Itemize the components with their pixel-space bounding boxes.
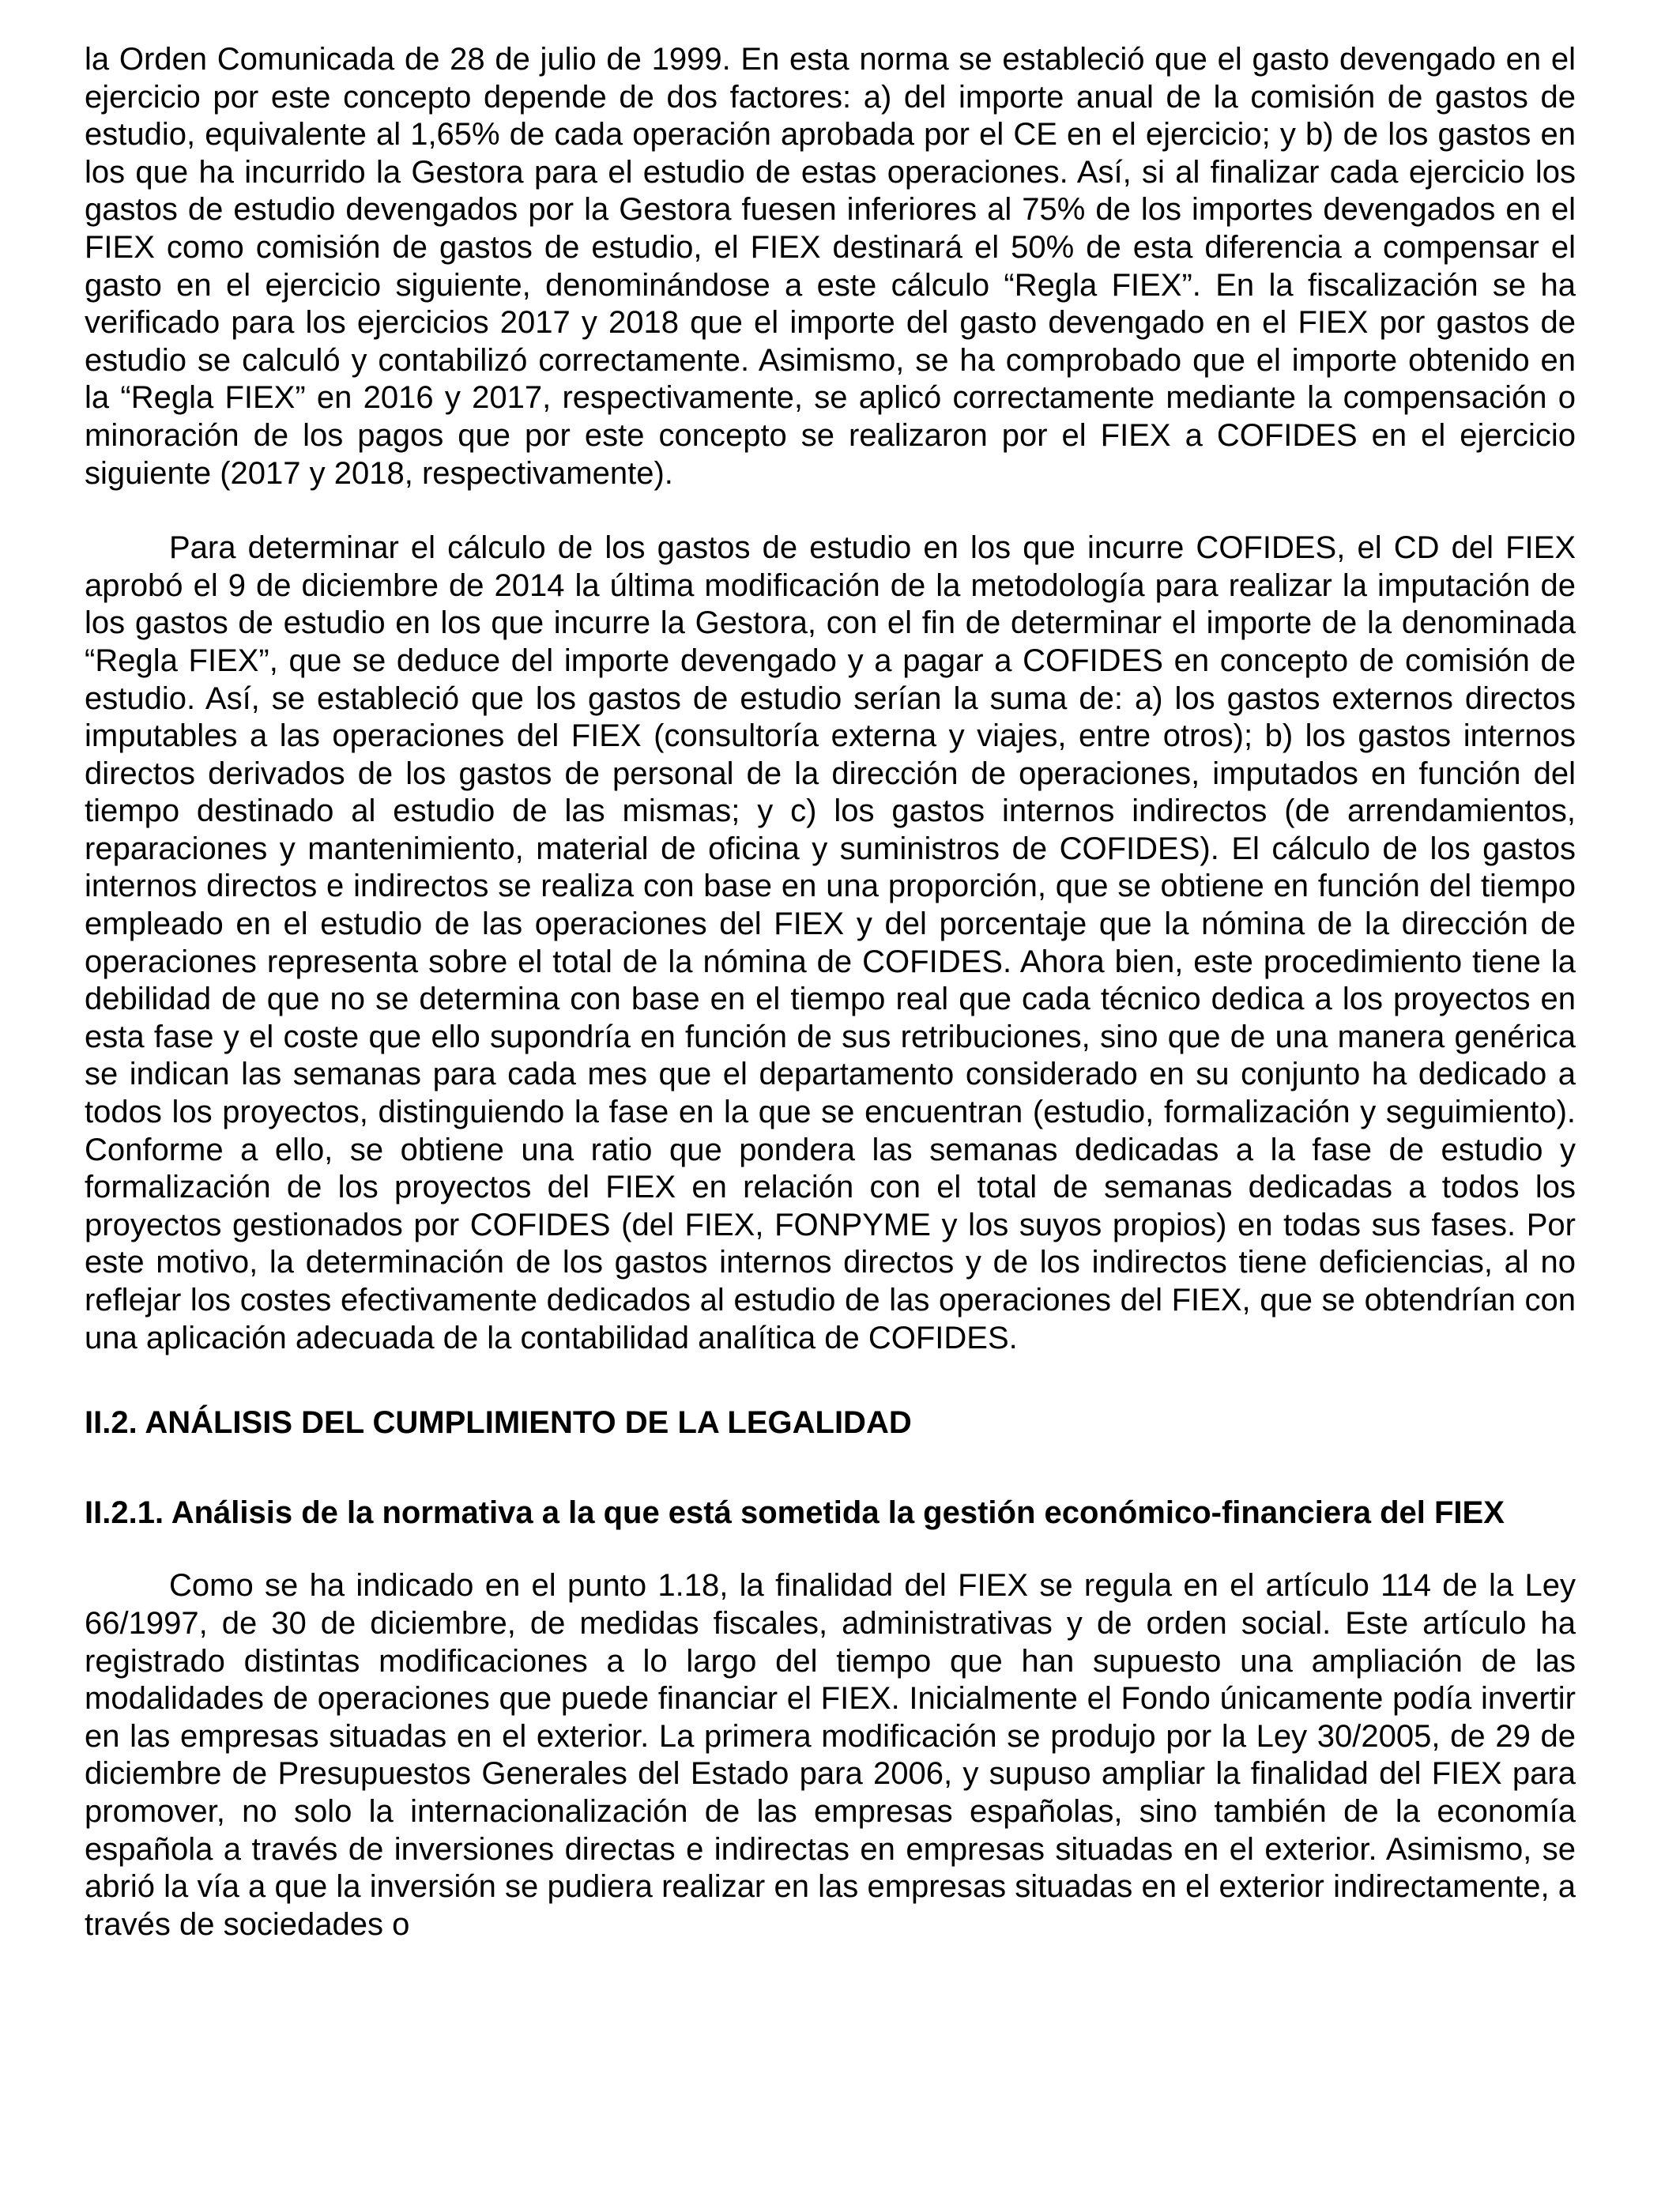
paragraph-finalidad-fiex: Como se ha indicado en el punto 1.18, la finalidad del FIEX se regula en el artículo 114 de la Ley 66/1997, de 30 de diciembre, de medidas fiscales, administrativas y de orden social. Este artículo ha registrado distintas modificaciones a lo largo del tiempo que han supuesto una ampliación de las modalidades de operaciones que puede financiar el FIEX. Inicialmente el Fondo únicamente podía invertir en las empresas situadas en el exterior. La primera modificación se produjo por la Ley 30/2005, de 29 de diciembre de Presupuestos Generales del Estado para 2006, y supuso ampliar la finalidad del FIEX para promover, no solo la internacionalización de las empresas españolas, sino también de la economía española a través de inversiones directas e indirectas en empresas situadas en el exterior. Asimismo, se abrió la vía a que la inversión se pudiera realizar en las empresas situadas en el exterior indirectamente, a través de sociedades o bbox=[85, 1568, 1576, 1942]
section-heading: II.2. ANÁLISIS DEL CUMPLIMIENTO DE LA LEGALIDAD bbox=[85, 1405, 912, 1441]
subsection-heading: II.2.1. Análisis de la normativa a la que está sometida la gestión económico-financiera del FIEX bbox=[85, 1495, 1505, 1530]
paragraph-metodologia-gastos-estudio: Para determinar el cálculo de los gastos de estudio en los que incurre COFIDES, el CD del FIEX aprobó el 9 de diciembre de 2014 la última modificación de la metodología para realizar la imputación de los gastos de estudio en los que incurre la Gestora, con el fin de determinar el importe de la denominada “Regla FIEX”, que se deduce del importe devengado y a pagar a COFIDES en concepto de comisión de estudio. Así, se estableció que los gastos de estudio serían la suma de: a) los gastos externos directos imputables a las operaciones del FIEX (consultoría externa y viajes, entre otros); b) los gastos internos directos derivados de los gastos de personal de la dirección de operaciones, imputados en función del tiempo destinado al estudio de las mismas; y c) los gastos internos indirectos (de arrendamientos, reparaciones y mantenimiento, material de oficina y suministros de COFIDES). El cálculo de los gastos internos directos e indirectos se realiza con base en una proporción, que se obtiene en función del tiempo empleado en el estudio de las operaciones del FIEX y del porcentaje que la nómina de la dirección de operaciones representa sobre el total de la nómina de COFIDES. Ahora bien, este procedimiento tiene la debilidad de que no se determina con base en el tiempo real que cada técnico dedica a los proyectos en esta fase y el coste que ello supondría en función de sus retribuciones, sino que de una manera genérica se indican las semanas para cada mes que el departamento considerado en su conjunto ha dedicado a todos los proyectos, distinguiendo la fase en la que se encuentran (estudio, formalización y seguimiento). Conforme a ello, se obtiene una ratio que pondera las semanas dedicadas a la fase de estudio y formalización de los proyectos del FIEX en relación con el total de semanas dedicadas a todos los proyectos gestionados por COFIDES (del FIEX, FONPYME y los suyos propios) en todas sus fases. Por este motivo, la determinación de los gastos internos directos y de los indirectos tiene deficiencias, al no reflejar los costes efectivamente dedicados al estudio de las operaciones del FIEX, que se obtendrían con una aplicación adecuada de la contabilidad analítica de COFIDES. bbox=[85, 530, 1576, 1355]
document-page bbox=[85, 41, 1576, 1943]
paragraph-regla-fiex: la Orden Comunicada de 28 de julio de 1999. En esta norma se estableció que el gasto devengado en el ejercicio por este concepto depende de dos factores: a) del importe anual de la comisión de gastos de estudio, equivalente al 1,65% de cada operación aprobada por el CE en el ejercicio; y b) de los gastos en los que ha incurrido la Gestora para el estudio de estas operaciones. Así, si al finalizar cada ejercicio los gastos de estudio devengados por la Gestora fuesen inferiores al 75% de los importes devengados en el FIEX como comisión de gastos de estudio, el FIEX destinará el 50% de esta diferencia a compensar el gasto en el ejercicio siguiente, denominándose a este cálculo “Regla FIEX”. En la fiscalización se ha verificado para los ejercicios 2017 y 2018 que el importe del gasto devengado en el FIEX por gastos de estudio se calculó y contabilizó correctamente. Asimismo, se ha comprobado que el importe obtenido en la “Regla FIEX” en 2016 y 2017, respectivamente, se aplicó correctamente mediante la compensación o minoración de los pagos que por este concepto se realizaron por el FIEX a COFIDES en el ejercicio siguiente (2017 y 2018, respectivamente). bbox=[85, 42, 1576, 491]
